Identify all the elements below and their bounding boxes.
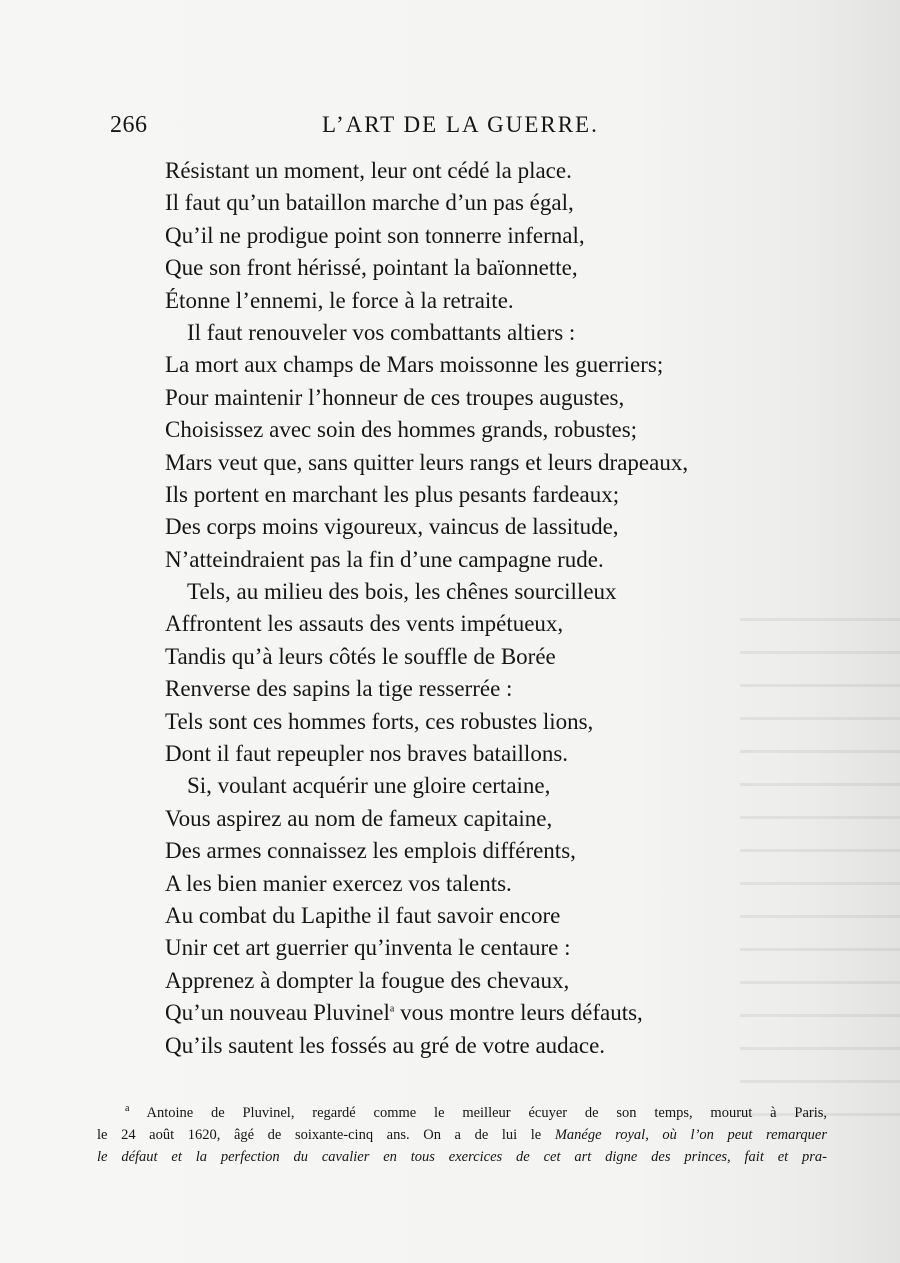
verse-line: Des corps moins vigoureux, vaincus de lassitude, [165,514,619,540]
verse-line: Au combat du Lapithe il faut savoir encore [165,902,561,928]
verse-line: Tels sont ces hommes forts, ces robustes lions, [165,708,594,734]
verse-line: Mars veut que, sans quitter leurs rangs et leurs drapeaux, [165,449,689,475]
footnote-line [97,1124,827,1146]
verse-line: Étonne l’ennemi, le force à la retraite. [165,287,514,313]
verse-line: Pour maintenir l’honneur de ces troupes augustes, [165,384,625,410]
verse-line: La mort aux champs de Mars moissonne les guerriers; [165,352,664,378]
verse-line-with-note [165,997,805,1029]
verse-line: Renverse des sapins la tige resserrée : [165,676,513,702]
verse-line-end: vous montre leurs défauts, [394,1000,643,1026]
verse-line: Affrontent les assauts des vents impétueux, [165,611,564,637]
verse-line: Résistant un moment, leur ont cédé la place. [165,158,572,183]
verse-line: Dont il faut repeupler nos braves bataillons. [165,741,569,767]
verse-line: Il faut renouveler vos combattants altiers : [187,319,576,345]
verse-line: Que son front hérissé, pointant la baïonnette, [165,255,578,281]
footnote-line: le défaut et la perfection du cavalier en tous exercices de cet art digne des princes, fait et pra- [97,1149,827,1165]
poem-text [165,155,805,1062]
footnote-text: le 24 août 1620, âgé de soixante-cinq ans. On a de lui le [97,1127,555,1143]
verse-line: Ils portent en marchant les plus pesants fardeaux; [165,481,620,507]
verse-line: Unir cet art guerrier qu’inventa le centaure : [165,935,571,961]
running-title: L’ART DE LA GUERRE. [322,112,599,137]
book-title-italic: Manége royal, où l’on peut remarquer [554,1127,827,1143]
verse-line: N’atteindraient pas la fin d’une campagne rude. [165,546,604,572]
footnote-reference[interactable]: a [389,1003,395,1015]
verse-line: Des armes connaissez les emplois différents, [165,838,576,864]
verse-line: Choisissez avec soin des hommes grands, robustes; [165,417,638,443]
verse-line: Si, voulant acquérir une gloire certaine, [187,773,551,799]
footnote [97,1102,827,1168]
verse-line: Apprenez à dompter la fougue des chevaux, [165,967,570,993]
verse-line-start: Qu’un nouveau Pluvinel [165,1000,390,1026]
footnote-line [97,1102,827,1124]
verse-line: Vous aspirez au nom de fameux capitaine, [165,805,553,831]
footnote-marker: a [125,1103,130,1115]
verse-line: Tels, au milieu des bois, les chênes sourcilleux [187,579,617,605]
verse-line: Tandis qu’à leurs côtés le souffle de Borée [165,643,556,669]
footnote-text: Antoine de Pluvinel, regardé comme le meilleur écuyer de son temps, mourut à Paris, [129,1105,827,1121]
verse-line: A les bien manier exercez vos talents. [165,870,512,896]
verse-line: Qu’ils sautent les fossés au gré de votre audace. [165,1032,606,1058]
verse-line: Il faut qu’un bataillon marche d’un pas égal, [165,190,574,216]
page-header [110,112,630,144]
verse-line: Qu’il ne prodigue point son tonnerre infernal, [165,222,585,248]
page-number: 266 [110,112,148,138]
